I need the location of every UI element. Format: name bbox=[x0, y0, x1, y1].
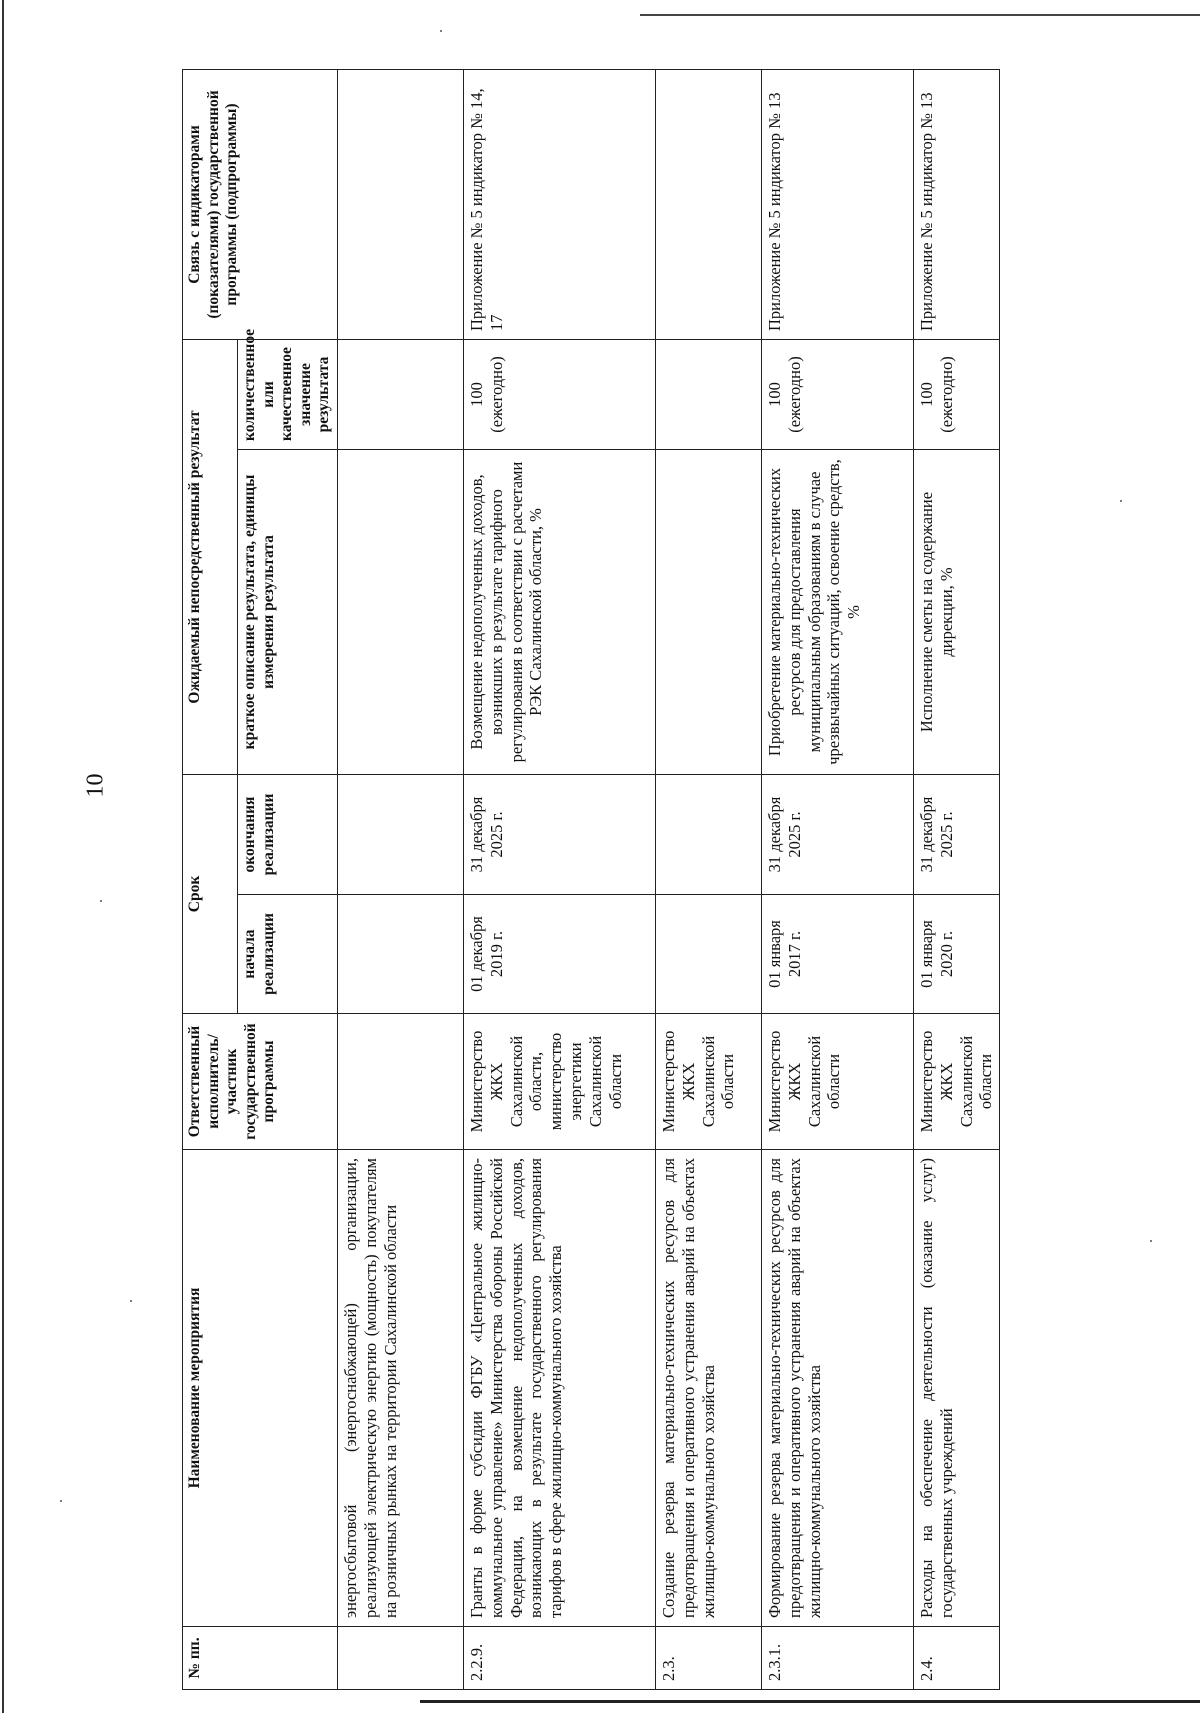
scan-speck bbox=[1120, 500, 1122, 502]
row-start bbox=[337, 895, 463, 1014]
table-row bbox=[337, 70, 463, 1690]
table-row bbox=[463, 70, 655, 1690]
row-num bbox=[337, 1627, 463, 1690]
header-responsible: Ответственный исполнитель/ участник государственной программы bbox=[183, 1014, 338, 1150]
row-value: 100 (ежегодно) bbox=[463, 340, 655, 450]
row-link: Приложение № 5 индикатор № 14, 17 bbox=[463, 70, 655, 340]
header-name: Наименование мероприятия bbox=[183, 1150, 338, 1627]
scan-edge-line-bottom bbox=[420, 1700, 1200, 1703]
header-row-1 bbox=[183, 70, 238, 1690]
row-end: 31 декабря 2025 г. bbox=[463, 775, 655, 895]
header-result: Ожидаемый непосредственный результат bbox=[183, 340, 238, 775]
row-responsible: Министерство ЖКХ Сахалинской области bbox=[761, 1014, 913, 1150]
row-start bbox=[655, 895, 761, 1014]
row-num: 2.3. bbox=[655, 1627, 761, 1690]
row-num: 2.2.9. bbox=[463, 1627, 655, 1690]
scan-speck bbox=[60, 1500, 62, 1502]
table-row bbox=[913, 70, 999, 1690]
row-end: 31 декабря 2025 г. bbox=[913, 775, 999, 895]
row-start: 01 января 2020 г. bbox=[913, 895, 999, 1014]
row-desc: Возмещение недополученных доходов, возникших в результате тарифного регулирования в соответствии с расчетами РЭК Сахалинской области, % bbox=[463, 450, 655, 775]
row-value bbox=[655, 340, 761, 450]
rotated-table-container bbox=[182, 70, 1200, 1690]
row-name: Создание резерва материально-технических ресурсов для предотвращения и оперативного устранения аварий на объектах жилищно-коммунального хозяйства bbox=[655, 1150, 761, 1627]
row-name: энергосбытовой (энергоснабжающей) организации, реализующей электрическую энергию (мощность) покупателям на розничных рынках на территории Сахалинской области bbox=[337, 1150, 463, 1627]
scan-speck bbox=[440, 30, 442, 32]
row-link bbox=[337, 70, 463, 340]
row-start: 01 января 2017 г. bbox=[761, 895, 913, 1014]
scan-speck bbox=[100, 900, 102, 902]
row-value bbox=[337, 340, 463, 450]
row-link bbox=[655, 70, 761, 340]
row-desc bbox=[655, 450, 761, 775]
program-activities-table bbox=[182, 69, 1000, 1690]
row-desc: Исполнение сметы на содержание дирекции, % bbox=[913, 450, 999, 775]
row-responsible: Министерство ЖКХ Сахалинской области, министерство энергетики Сахалинской области bbox=[463, 1014, 655, 1150]
row-name: Формирование резерва материально-технических ресурсов для предотвращения и оперативного устранения аварий на объектах жилищно-коммунального хозяйства bbox=[761, 1150, 913, 1627]
table-row bbox=[655, 70, 761, 1690]
row-name: Расходы на обеспечение деятельности (оказание услуг) государственных учреждений bbox=[913, 1150, 999, 1627]
header-link: Связь с индикаторами (показателями) государственной программы (подпрограммы) bbox=[183, 70, 338, 340]
row-num: 2.3.1. bbox=[761, 1627, 913, 1690]
header-term-start: начала реализации bbox=[238, 895, 338, 1014]
header-result-desc: краткое описание результата, единицы измерения результата bbox=[238, 450, 338, 775]
row-desc bbox=[337, 450, 463, 775]
scan-speck bbox=[130, 1300, 132, 1302]
table-row bbox=[761, 70, 913, 1690]
page-number: 10 bbox=[82, 773, 109, 798]
row-value: 100 (ежегодно) bbox=[761, 340, 913, 450]
row-num: 2.4. bbox=[913, 1627, 999, 1690]
row-end: 31 декабря 2025 г. bbox=[761, 775, 913, 895]
row-responsible: Министерство ЖКХ Сахалинской области bbox=[913, 1014, 999, 1150]
row-end bbox=[337, 775, 463, 895]
row-value: 100 (ежегодно) bbox=[913, 340, 999, 450]
scan-edge-line-top bbox=[640, 14, 1200, 16]
row-responsible bbox=[337, 1014, 463, 1150]
row-link: Приложение № 5 индикатор № 13 bbox=[913, 70, 999, 340]
header-term: Срок bbox=[183, 775, 238, 1014]
row-desc: Приобретение материально-технических ресурсов для предоставления муниципальным образованиям в случае чрезвычайных ситуаций, освоение средств, % bbox=[761, 450, 913, 775]
header-num: № пп. bbox=[183, 1627, 338, 1690]
header-result-value: количественное или качественное значение результата bbox=[238, 340, 338, 450]
header-term-end: окончания реализации bbox=[238, 775, 338, 895]
row-end bbox=[655, 775, 761, 895]
row-name: Гранты в форме субсидии ФГБУ «Центральное жилищно-коммунальное управление» Министерства обороны Российской Федерации, на возмещение недополученных доходов, возникающих в результате государственного регулирования тарифов в сфере жилищно-коммунального хозяйства bbox=[463, 1150, 655, 1627]
row-start: 01 декабря 2019 г. bbox=[463, 895, 655, 1014]
scan-edge-line-left bbox=[2, 0, 4, 1713]
row-responsible: Министерство ЖКХ Сахалинской области bbox=[655, 1014, 761, 1150]
scan-speck bbox=[1150, 1240, 1152, 1242]
row-link: Приложение № 5 индикатор № 13 bbox=[761, 70, 913, 340]
